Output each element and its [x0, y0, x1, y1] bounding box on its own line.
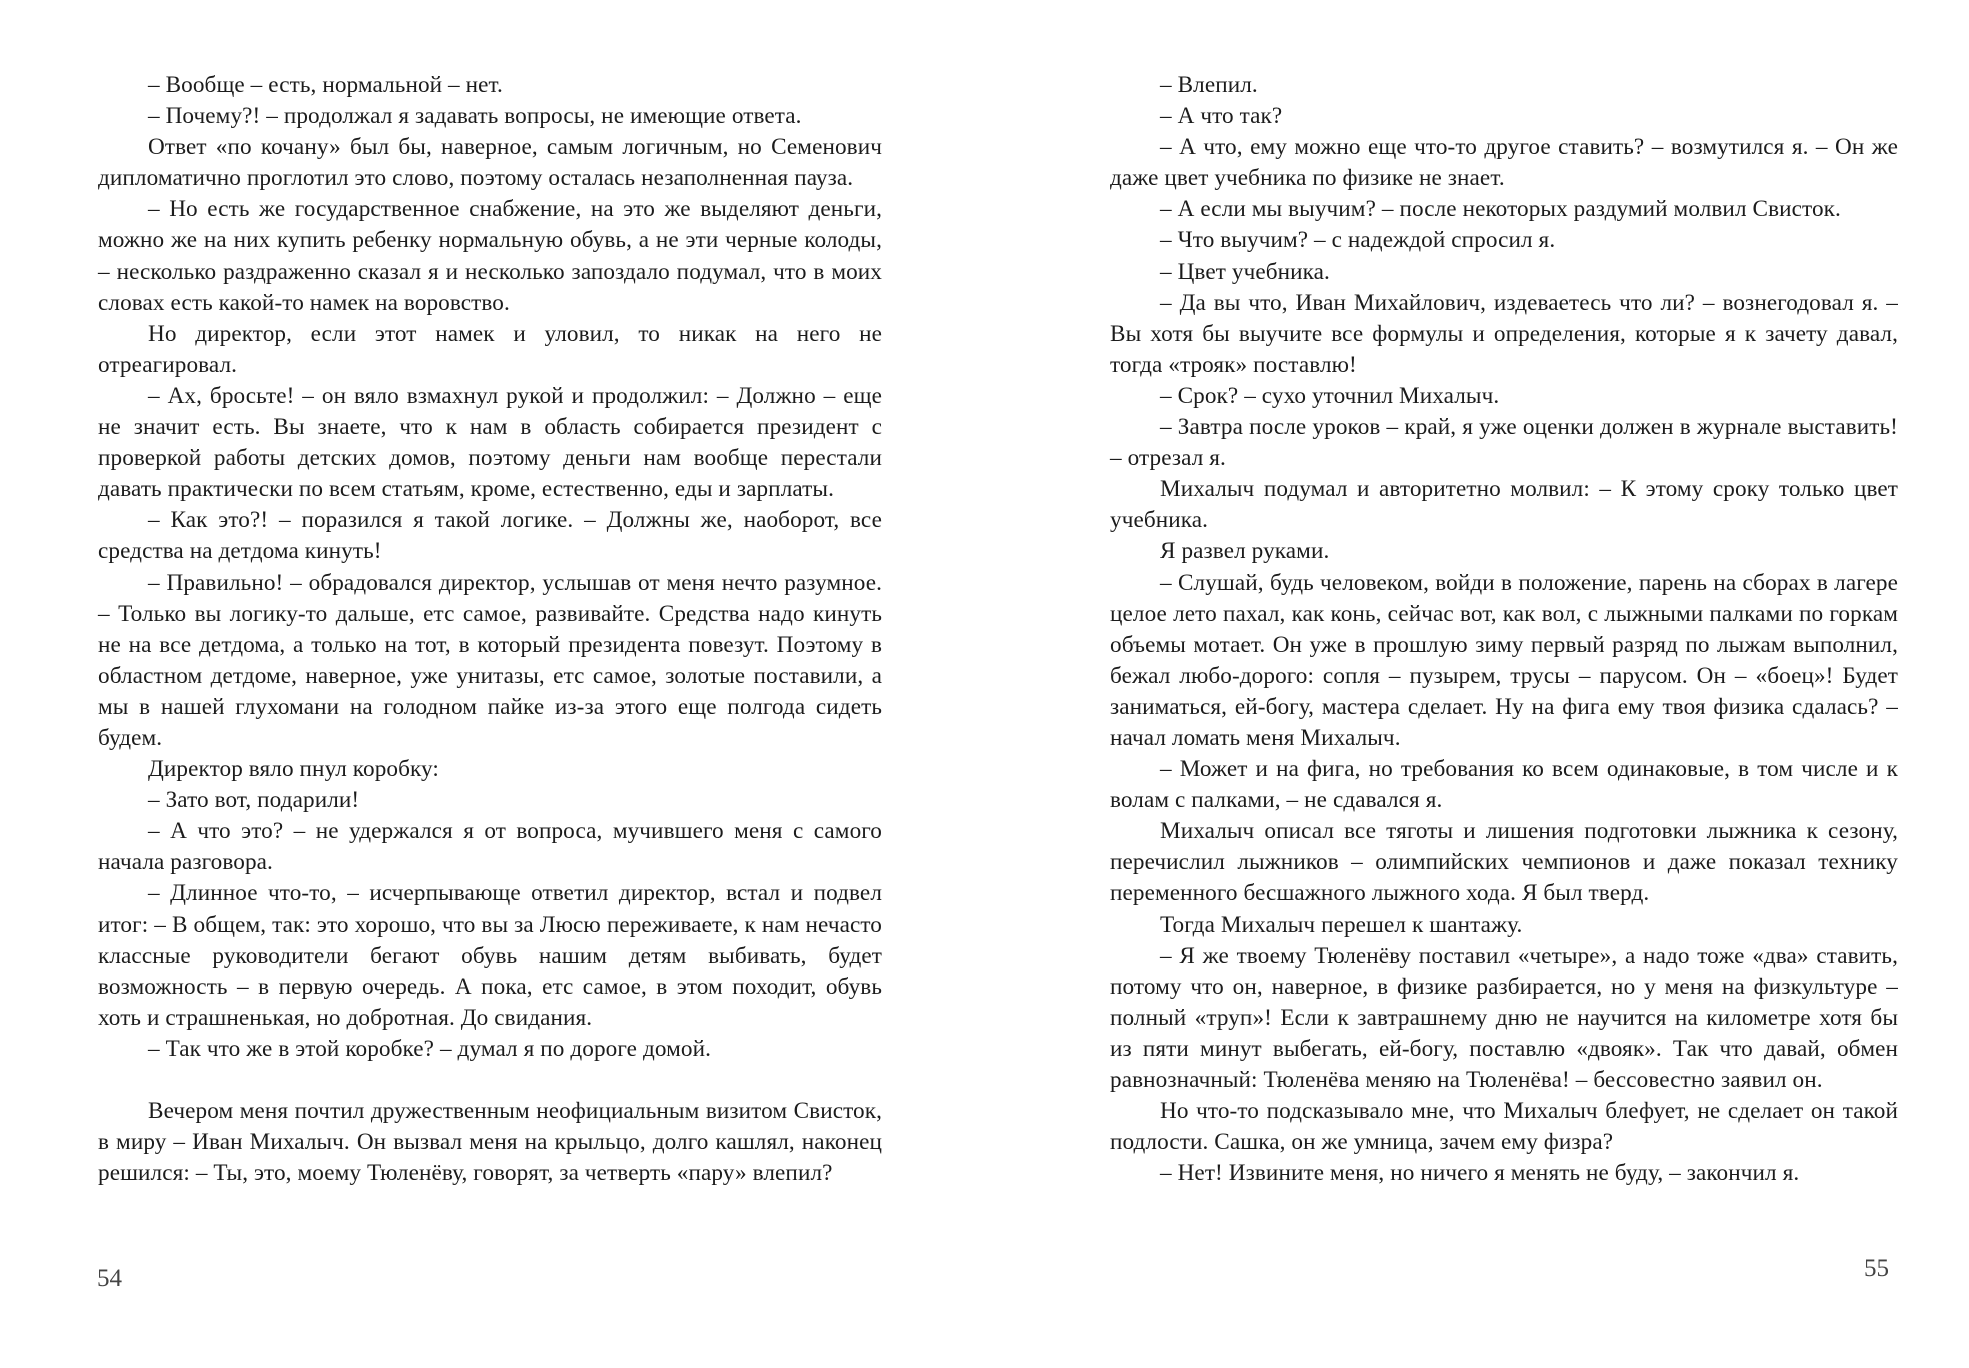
paragraph: – А что так?	[1160, 103, 1283, 130]
paragraph: – Да вы что, Иван Михайлович, издеваетесь что ли? – вознегодовал я. – Вы хотя бы выучите все формулы и определения, которые я к зачету давал, тогда «трояк» поставлю!	[1110, 289, 1898, 378]
paragraph: Михалыч описал все тяготы и лишения подготовки лыжника к сезону, перечислил лыжников – олимпийских чемпионов и даже показал технику переменного бесшажного лыжного хода. Я был тверд.	[1110, 818, 1898, 907]
paragraph: – Так что же в этой коробке? – думал я по дороге домой.	[148, 1035, 711, 1062]
paragraph: – Ах, бросьте! – он вяло взмахнул рукой и продолжил: – Должно – еще не значит есть. Вы знаете, что к нам в область собирается президент с проверкой работы детских домов, поэтому деньги нам вообще перестали давать практически по всем статьям, кроме, естественно, еды и зарплаты.	[98, 382, 882, 503]
paragraph: Вечером меня почтил дружественным неофициальным визитом Свисток, в миру – Иван Михалыч. Он вызвал меня на крыльцо, долго кашлял, наконец решился: – Ты, это, моему Тюленёву, говорят, за четверть «пару» влепил?	[98, 1098, 882, 1187]
page-number-right: 55	[1864, 1255, 1889, 1282]
paragraph: Но что-то подсказывало мне, что Михалыч блефует, не сделает он такой подлости. Сашка, он же умница, зачем ему физра?	[1110, 1098, 1898, 1156]
paragraph: Тогда Михалыч перешел к шантажу.	[1160, 911, 1523, 938]
left-page-text-block-2	[98, 1096, 882, 1189]
paragraph: – Нет! Извините меня, но ничего я менять не буду, – закончил я.	[1160, 1160, 1800, 1187]
paragraph: – Цвет учебника.	[1160, 258, 1330, 285]
paragraph: – Слушай, будь человеком, войди в положение, парень на сборах в лагере целое лето пахал, как конь, сейчас вот, как вол, с лыжными палками по горкам объемы мотает. Он уже в прошлую зиму первый разряд по лыжам выполнил, бежал любо-дорого: сопля – пузырем, трусы – парусом. Он – «боец»! Будет заниматься, ей-богу, мастера сделает. Ну на фига ему твоя физика сдалась? – начал ломать меня Михалыч.	[1110, 569, 1898, 751]
page-number-left: 54	[97, 1265, 122, 1292]
paragraph: Ответ «по кочану» был бы, наверное, самым логичным, но Семенович дипломатично проглотил это слово, поэтому осталась незаполненная пауза.	[98, 134, 882, 192]
left-page-text-block-1	[98, 70, 882, 1065]
right-page	[1110, 70, 1898, 1189]
paragraph: – Я же твоему Тюленёву поставил «четыре», а надо тоже «два» ставить, потому что он, наверное, в физике разбирается, но у меня на физкультуре – полный «труп»! Если к завтрашнему дню не научится на километре хотя бы из пяти минут выбегать, ей-богу, поставлю «двояк». Так что давай, обмен равнозначный: Тюленёва меняю на Тюленёва! – бессовестно заявил он.	[1110, 942, 1898, 1093]
paragraph: – Вообще – есть, нормальной – нет.	[148, 72, 503, 98]
paragraph: – Что выучим? – с надеждой спросил я.	[1160, 227, 1556, 254]
paragraph: – Может и на фига, но требования ко всем одинаковые, в том числе и к волам с палками, – не сдавался я.	[1110, 756, 1898, 814]
paragraph: – Завтра после уроков – край, я уже оценки должен в журнале выставить! – отрезал я.	[1110, 414, 1898, 472]
paragraph: Михалыч подумал и авторитетно молвил: – К этому сроку только цвет учебника.	[1110, 476, 1898, 534]
paragraph: – Срок? – сухо уточнил Михалыч.	[1160, 382, 1500, 409]
paragraph: – Влепил.	[1160, 72, 1258, 98]
paragraph: – Почему?! – продолжал я задавать вопросы, не имеющие ответа.	[148, 103, 802, 130]
paragraph: Директор вяло пнул коробку:	[148, 756, 439, 783]
paragraph: – Длинное что-то, – исчерпывающе ответил директор, встал и подвел итог: – В общем, так: это хорошо, что вы за Люсю переживаете, к нам нечасто классные руководители бегают обувь нашим детям выбивать, будет возможность – в первую очередь. А пока, етс самое, в этом походит, обувь хоть и страшненькая, но добротная. До свидания.	[98, 880, 882, 1031]
paragraph: – А что, ему можно еще что-то другое ставить? – возмутился я. – Он же даже цвет учебника по физике не знает.	[1110, 134, 1898, 192]
paragraph: – А что это? – не удержался я от вопроса, мучившего меня с самого начала разговора.	[98, 818, 882, 876]
paragraph: – Зато вот, подарили!	[148, 787, 360, 814]
paragraph: – Правильно! – обрадовался директор, услышав от меня нечто разумное. – Только вы логику-то дальше, етс самое, развивайте. Средства надо кинуть не на все детдома, а только на тот, в который президента повезут. Поэтому в областном детдоме, наверное, уже унитазы, етс самое, золотые поставили, а мы в нашей глухомани на голодном пайке из-за этого еще полгода сидеть будем.	[98, 569, 882, 751]
paragraph: Я развел руками.	[1160, 538, 1330, 565]
left-page	[98, 70, 882, 1189]
paragraph: – Но есть же государственное снабжение, на это же выделяют деньги, можно же на них купить ребенку нормальную обувь, а не эти черные колоды, – несколько раздраженно сказал я и несколько запоздало подумал, что в моих словах есть какой-то намек на воровство.	[98, 196, 882, 316]
paragraph: – А если мы выучим? – после некоторых раздумий молвил Свисток.	[1160, 196, 1841, 223]
paragraph: – Как это?! – поразился я такой логике. – Должны же, наоборот, все средства на детдома кинуть!	[98, 507, 882, 565]
section-break	[98, 1065, 882, 1096]
paragraph: Но директор, если этот намек и уловил, то никак на него не отреагировал.	[98, 320, 882, 378]
